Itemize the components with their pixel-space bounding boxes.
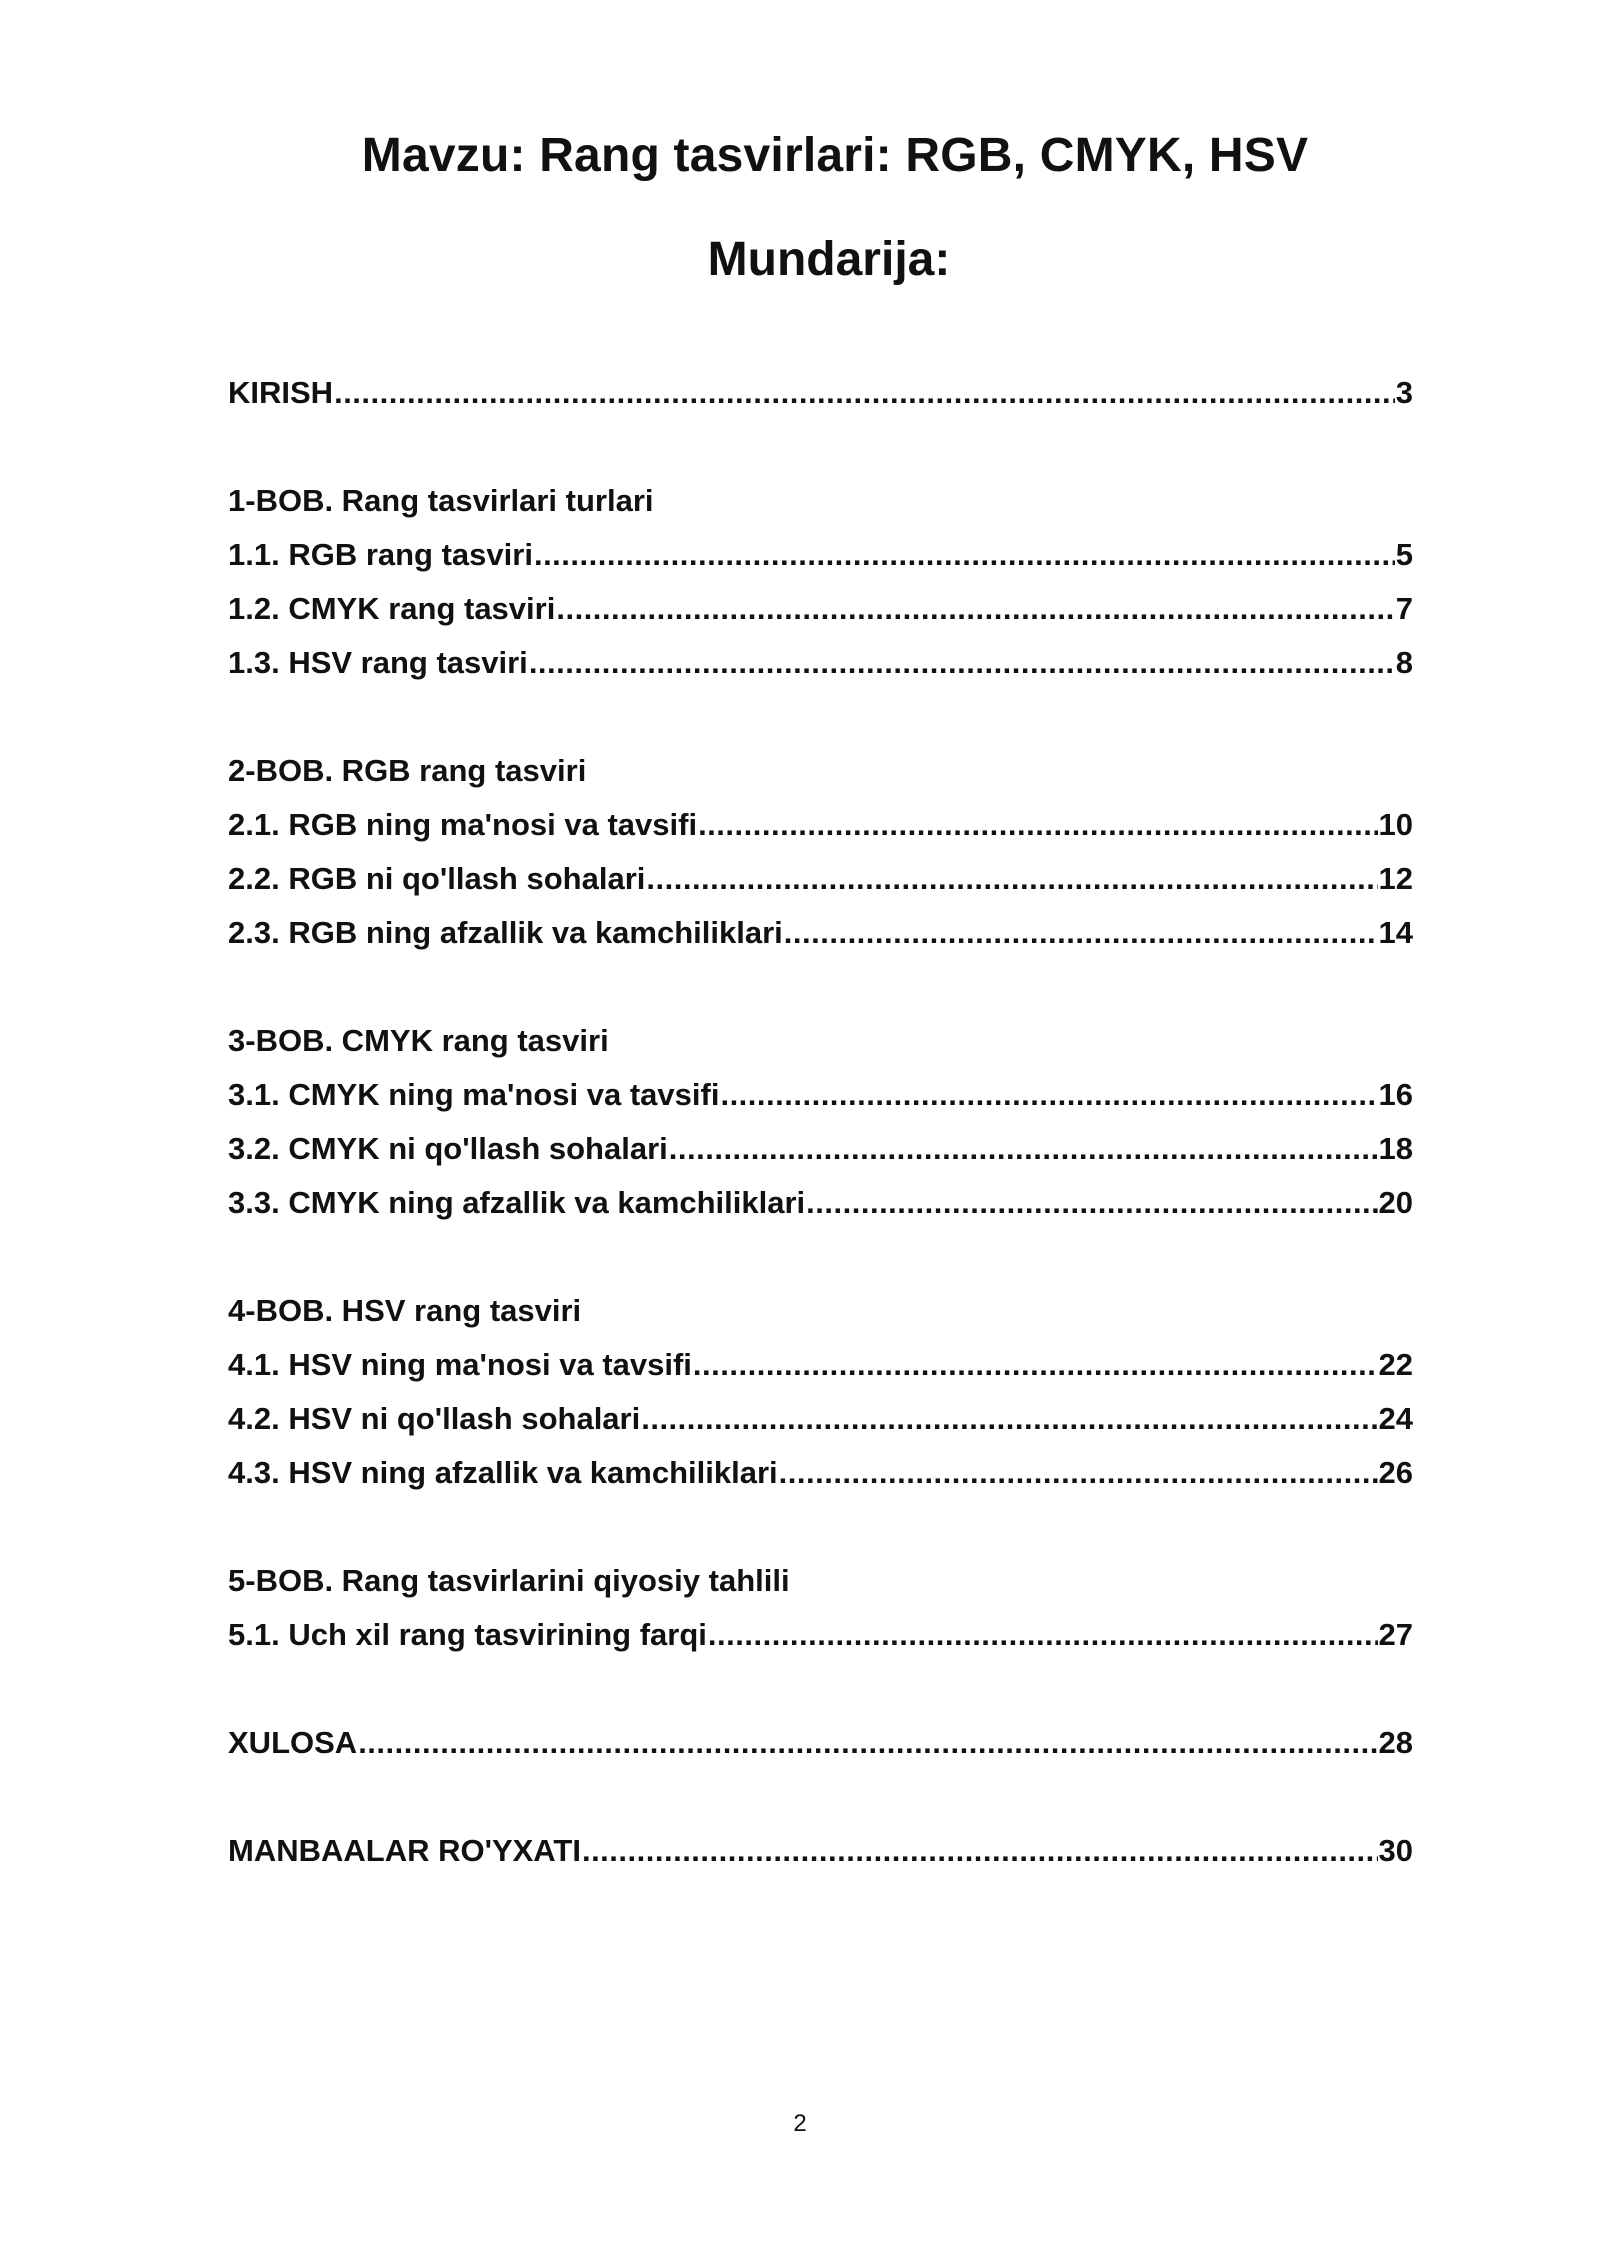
toc-conclusion-group bbox=[228, 1716, 1413, 1770]
toc-entry-label: KIRISH bbox=[228, 375, 334, 410]
chapter-title[interactable]: 3-BOB. CMYK rang tasviri bbox=[228, 1023, 609, 1058]
toc-entry-label: 2.3. RGB ning afzallik va kamchiliklari bbox=[228, 915, 783, 950]
toc-entry-label: 1.1. RGB rang tasviri bbox=[228, 537, 533, 572]
chapter-title[interactable]: 2-BOB. RGB rang tasviri bbox=[228, 753, 587, 788]
toc-entry-label: 4.3. HSV ning afzallik va kamchiliklari bbox=[228, 1455, 778, 1490]
dot-leader bbox=[720, 1068, 1377, 1122]
toc-chapter-3 bbox=[228, 1014, 1413, 1230]
dot-leader bbox=[779, 1446, 1378, 1500]
dot-leader bbox=[708, 1608, 1378, 1662]
toc-chapter-5 bbox=[228, 1554, 1413, 1662]
toc-entry-conclusion[interactable] bbox=[228, 1716, 1413, 1770]
toc-entry-page: 20 bbox=[1378, 1185, 1413, 1220]
dot-leader bbox=[641, 1392, 1377, 1446]
toc-entry-page: 12 bbox=[1378, 861, 1413, 896]
page-title: Mavzu: Rang tasvirlari: RGB, CMYK, HSV bbox=[361, 129, 1309, 182]
toc-entry[interactable] bbox=[228, 1068, 1413, 1122]
toc-entry-label: 4.2. HSV ni qo'llash sohalari bbox=[228, 1401, 641, 1436]
toc-references-group bbox=[228, 1824, 1413, 1878]
chapter-title[interactable]: 1-BOB. Rang tasvirlari turlari bbox=[228, 483, 654, 518]
toc-entry[interactable] bbox=[228, 636, 1413, 690]
toc-heading: Mundarija: bbox=[707, 233, 951, 286]
toc-entry-page: 30 bbox=[1378, 1833, 1413, 1868]
toc-entry-page: 22 bbox=[1378, 1347, 1413, 1382]
toc-entry[interactable] bbox=[228, 528, 1413, 582]
toc-entry-page: 5 bbox=[1395, 537, 1413, 572]
toc-entry[interactable] bbox=[228, 1392, 1413, 1446]
dot-leader bbox=[334, 366, 1395, 420]
toc-entry-label: 4.1. HSV ning ma'nosi va tavsifi bbox=[228, 1347, 692, 1382]
toc-intro-group bbox=[228, 366, 1413, 420]
dot-leader bbox=[646, 852, 1377, 906]
toc-entry-label: 1.3. HSV rang tasviri bbox=[228, 645, 528, 680]
toc-entry-page: 27 bbox=[1378, 1617, 1413, 1652]
toc-entry-references[interactable] bbox=[228, 1824, 1413, 1878]
dot-leader bbox=[669, 1122, 1378, 1176]
toc-entry[interactable] bbox=[228, 1176, 1413, 1230]
toc-entry[interactable] bbox=[228, 1446, 1413, 1500]
toc-entry-page: 3 bbox=[1395, 375, 1413, 410]
toc-entry[interactable] bbox=[228, 798, 1413, 852]
dot-leader bbox=[582, 1824, 1378, 1878]
toc-entry-page: 10 bbox=[1378, 807, 1413, 842]
dot-leader bbox=[784, 906, 1378, 960]
toc-entry-label: 3.3. CMYK ning afzallik va kamchiliklari bbox=[228, 1185, 806, 1220]
toc-entry[interactable] bbox=[228, 852, 1413, 906]
dot-leader bbox=[693, 1338, 1378, 1392]
dot-leader bbox=[806, 1176, 1377, 1230]
toc-entry-intro[interactable] bbox=[228, 366, 1413, 420]
table-of-contents bbox=[228, 366, 1413, 1932]
toc-entry-page: 14 bbox=[1378, 915, 1413, 950]
dot-leader bbox=[358, 1716, 1377, 1770]
toc-entry[interactable] bbox=[228, 582, 1413, 636]
toc-entry-label: MANBAALAR RO'YXATI bbox=[228, 1833, 581, 1868]
toc-entry-label: 2.1. RGB ning ma'nosi va tavsifi bbox=[228, 807, 698, 842]
toc-entry-page: 24 bbox=[1378, 1401, 1413, 1436]
chapter-title[interactable]: 5-BOB. Rang tasvirlarini qiyosiy tahlili bbox=[228, 1563, 790, 1598]
toc-entry-page: 18 bbox=[1378, 1131, 1413, 1166]
toc-entry-page: 26 bbox=[1378, 1455, 1413, 1490]
page-number: 2 bbox=[793, 2110, 807, 2137]
toc-entry-page: 7 bbox=[1395, 591, 1413, 626]
toc-entry-label: 2.2. RGB ni qo'llash sohalari bbox=[228, 861, 646, 896]
dot-leader bbox=[534, 528, 1395, 582]
toc-entry[interactable] bbox=[228, 1338, 1413, 1392]
toc-chapter-2 bbox=[228, 744, 1413, 960]
toc-entry-label: XULOSA bbox=[228, 1725, 358, 1760]
toc-entry-page: 16 bbox=[1378, 1077, 1413, 1112]
toc-entry[interactable] bbox=[228, 1122, 1413, 1176]
toc-entry-label: 1.2. CMYK rang tasviri bbox=[228, 591, 556, 626]
toc-entry-page: 28 bbox=[1378, 1725, 1413, 1760]
toc-entry-label: 3.2. CMYK ni qo'llash sohalari bbox=[228, 1131, 668, 1166]
toc-chapter-4 bbox=[228, 1284, 1413, 1500]
toc-entry-page: 8 bbox=[1395, 645, 1413, 680]
dot-leader bbox=[529, 636, 1395, 690]
chapter-title[interactable]: 4-BOB. HSV rang tasviri bbox=[228, 1293, 582, 1328]
dot-leader bbox=[698, 798, 1377, 852]
toc-chapter-1 bbox=[228, 474, 1413, 690]
toc-entry[interactable] bbox=[228, 906, 1413, 960]
toc-entry[interactable] bbox=[228, 1608, 1413, 1662]
dot-leader bbox=[556, 582, 1394, 636]
toc-entry-label: 3.1. CMYK ning ma'nosi va tavsifi bbox=[228, 1077, 720, 1112]
toc-entry-label: 5.1. Uch xil rang tasvirining farqi bbox=[228, 1617, 707, 1652]
